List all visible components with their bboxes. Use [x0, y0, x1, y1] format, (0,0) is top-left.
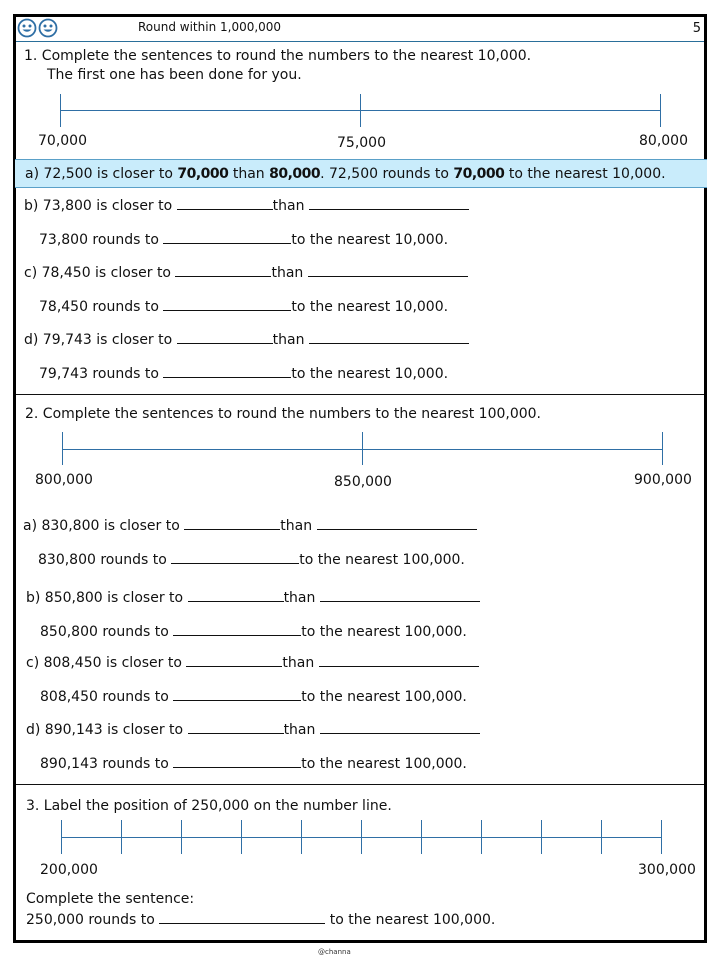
answer-blank[interactable] — [317, 517, 477, 530]
section-divider — [16, 394, 704, 395]
answer-blank[interactable] — [173, 688, 301, 701]
answer-blank[interactable] — [320, 589, 480, 602]
tick — [541, 820, 542, 854]
q2-item-c-closer: c) 808,450 is closer to than — [26, 654, 479, 671]
answer-blank[interactable] — [159, 911, 325, 924]
tick — [661, 820, 662, 854]
q1-item-d-closer: d) 79,743 is closer to than — [24, 331, 469, 348]
answer-blank[interactable] — [173, 623, 301, 636]
q2-item-a-closer: a) 830,800 is closer to than — [23, 517, 477, 534]
answer-blank[interactable] — [309, 331, 469, 344]
answer-blank[interactable] — [188, 589, 284, 602]
q3-sentence: 250,000 rounds to to the nearest 100,000. — [26, 912, 496, 928]
tick — [481, 820, 482, 854]
q1-item-b-rounds: 73,800 rounds to to the nearest 10,000. — [39, 232, 449, 248]
q1-label-end: 80,000 — [639, 133, 688, 149]
tick — [121, 820, 122, 854]
q1-item-c-rounds: 78,450 rounds to to the nearest 10,000. — [39, 299, 449, 315]
tick — [360, 94, 361, 127]
q2-item-b-rounds: 850,800 rounds to to the nearest 100,000. — [40, 624, 467, 640]
answer-blank[interactable] — [171, 551, 299, 564]
answer-blank[interactable] — [309, 197, 469, 210]
q1-item-d-rounds: 79,743 rounds to to the nearest 10,000. — [39, 366, 449, 382]
q1-label-start: 70,000 — [38, 133, 87, 149]
tick — [62, 432, 63, 465]
tick — [601, 820, 602, 854]
q2-item-d-closer: d) 890,143 is closer to than — [26, 721, 480, 738]
tick — [60, 94, 61, 127]
answer-blank[interactable] — [163, 231, 291, 244]
tick — [421, 820, 422, 854]
answer-blank[interactable] — [319, 654, 479, 667]
answer-blank[interactable] — [320, 721, 480, 734]
tick — [361, 820, 362, 854]
q1-sub-instruction: The first one has been done for you. — [47, 67, 302, 83]
answer-blank[interactable] — [163, 298, 291, 311]
q2-item-a-rounds: 830,800 rounds to to the nearest 100,000. — [38, 552, 465, 568]
q1-label-mid: 75,000 — [337, 135, 386, 151]
q1-item-c-closer: c) 78,450 is closer to than — [24, 264, 468, 281]
q1-instruction: 1. Complete the sentences to round the numbers to the nearest 10,000. — [24, 48, 532, 64]
answer-blank[interactable] — [186, 654, 282, 667]
q2-item-b-closer: b) 850,800 is closer to than — [26, 589, 480, 606]
q2-label-mid: 850,000 — [334, 474, 392, 490]
page-number: 5 — [692, 21, 701, 36]
tick — [61, 820, 62, 854]
answer-blank[interactable] — [175, 264, 271, 277]
q2-item-c-rounds: 808,450 rounds to to the nearest 100,000. — [40, 689, 467, 705]
worksheet — [13, 14, 707, 943]
header-bar — [16, 17, 704, 42]
q3-label-start: 200,000 — [40, 862, 98, 878]
answer-blank[interactable] — [188, 721, 284, 734]
q2-item-d-rounds: 890,143 rounds to to the nearest 100,000. — [40, 756, 467, 772]
smiley-face-icon — [38, 18, 58, 38]
tick — [241, 820, 242, 854]
worked-example — [15, 159, 707, 188]
tick — [662, 432, 663, 465]
credit-text: @channa — [318, 948, 351, 956]
q3-instruction: 3. Label the position of 250,000 on the number line. — [26, 798, 392, 814]
q3-label-end: 300,000 — [638, 862, 696, 878]
answer-blank[interactable] — [163, 365, 291, 378]
tick — [301, 820, 302, 854]
answer-blank[interactable] — [177, 197, 273, 210]
answer-blank[interactable] — [184, 517, 280, 530]
smiley-face-icon — [17, 18, 37, 38]
worksheet-title: Round within 1,000,000 — [138, 20, 282, 34]
example-sentence: a) 72,500 is closer to 70,000 than 80,000. 72,500 rounds to 70,000 to the nearest 10,000. — [25, 166, 666, 182]
q2-label-start: 800,000 — [35, 472, 93, 488]
q2-instruction: 2. Complete the sentences to round the numbers to the nearest 100,000. — [25, 406, 542, 422]
q1-item-b-closer: b) 73,800 is closer to than — [24, 197, 469, 214]
tick — [660, 94, 661, 127]
section-divider — [16, 784, 704, 785]
q2-label-end: 900,000 — [634, 472, 692, 488]
q3-complete-label: Complete the sentence: — [26, 891, 195, 907]
tick — [181, 820, 182, 854]
answer-blank[interactable] — [177, 331, 273, 344]
tick — [362, 432, 363, 465]
answer-blank[interactable] — [308, 264, 468, 277]
answer-blank[interactable] — [173, 755, 301, 768]
